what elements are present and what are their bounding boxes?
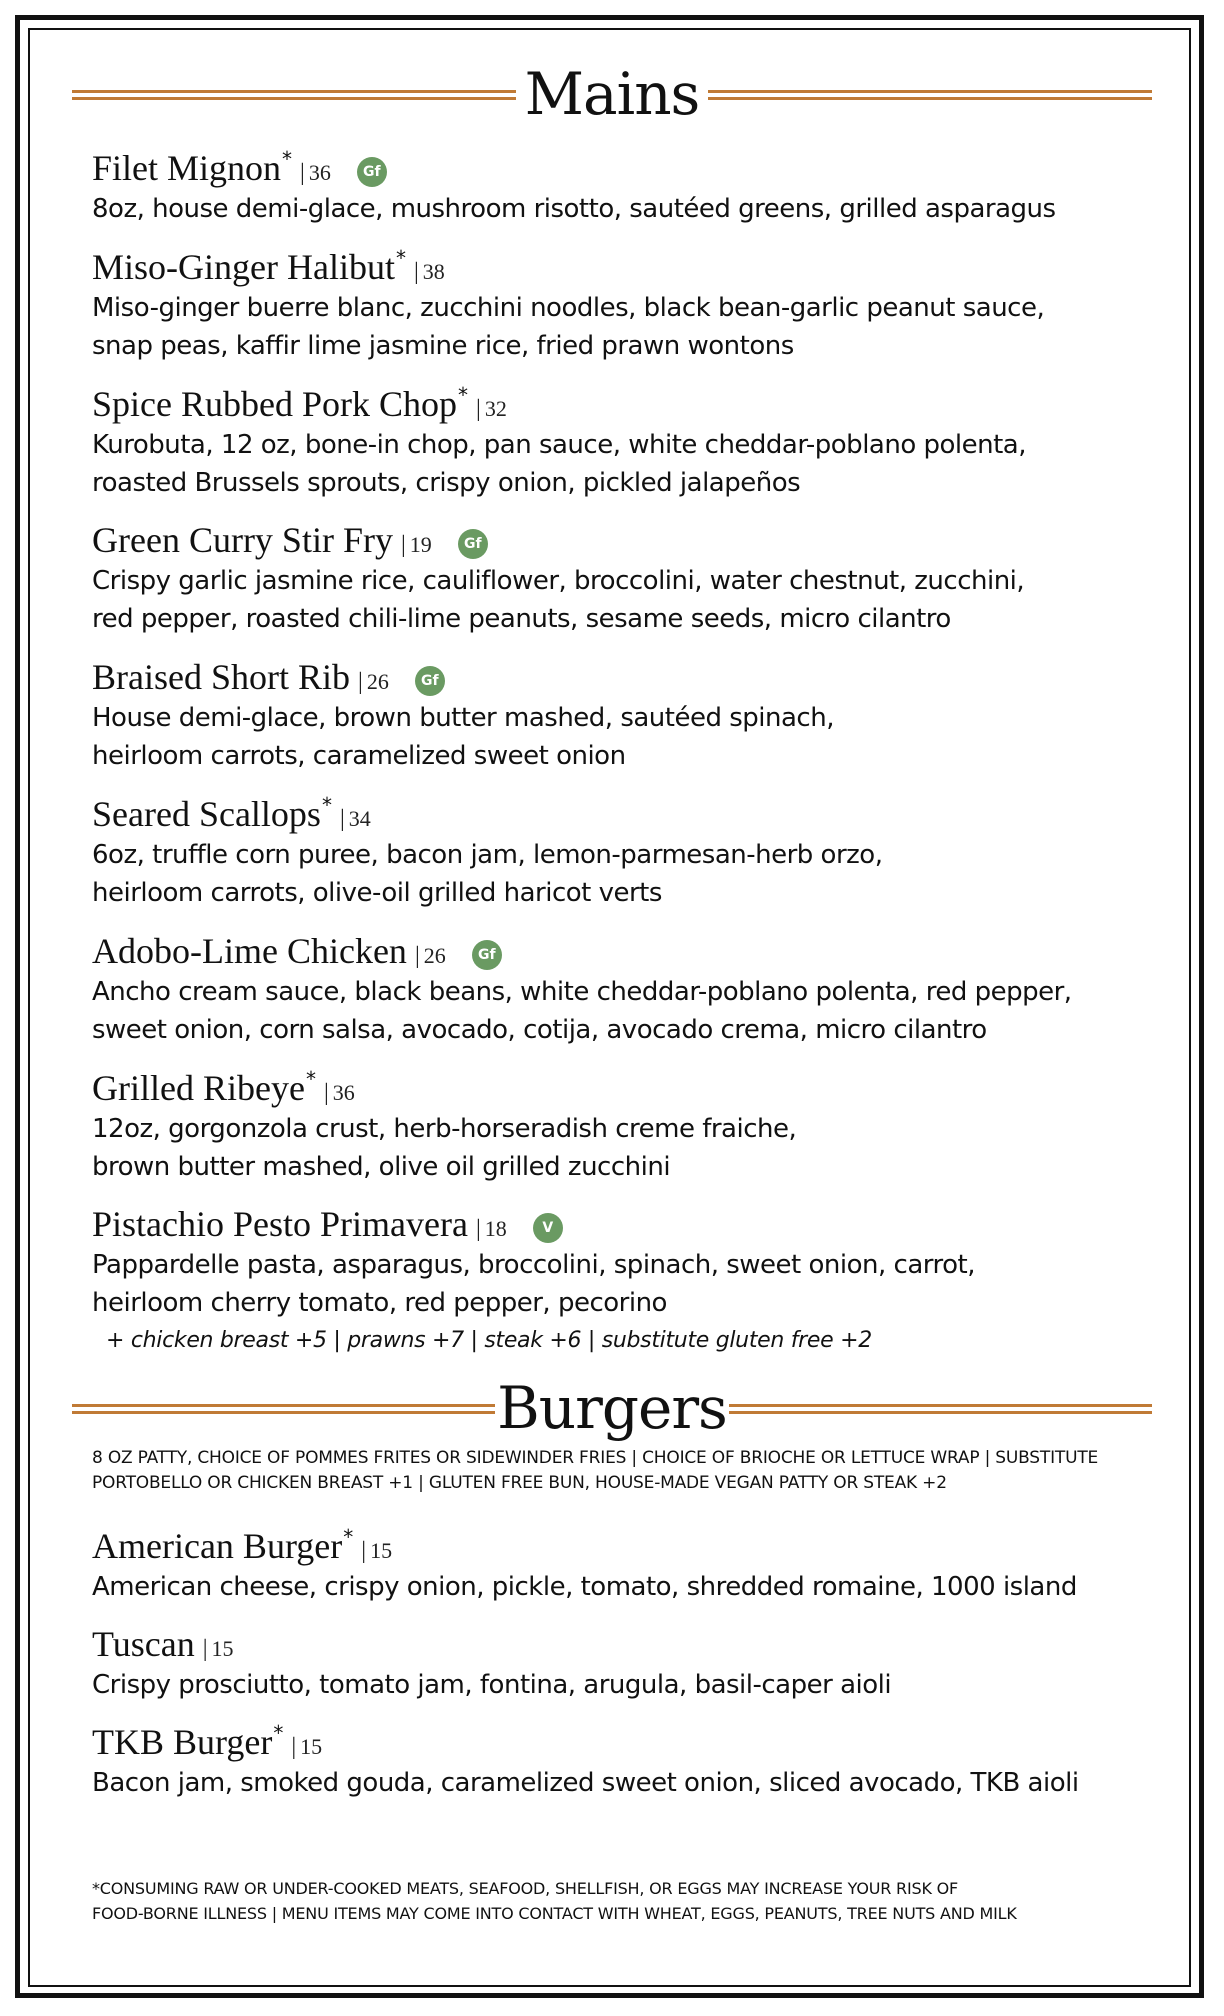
item-name: American Burger bbox=[92, 1526, 343, 1566]
price-separator: | bbox=[361, 1538, 367, 1564]
item-name: Grilled Ribeye bbox=[92, 1068, 305, 1108]
gluten-free-icon: Gf bbox=[415, 666, 445, 696]
raw-warning-star: * bbox=[458, 383, 468, 407]
price-separator: | bbox=[291, 1734, 297, 1760]
item-name: Filet Mignon bbox=[92, 148, 282, 188]
item-price: 36 bbox=[332, 1080, 355, 1105]
item-description: Ancho cream sauce, black beans, white cheddar-poblano polenta, red pepper, sweet onion, corn salsa, avocado, cotija, avocado crema, micro cilantro bbox=[92, 977, 1072, 1045]
item-price: 15 bbox=[211, 1636, 234, 1661]
price-separator: | bbox=[323, 1080, 329, 1106]
item-name: Spice Rubbed Pork Chop bbox=[92, 384, 457, 424]
item-name: Braised Short Rib bbox=[92, 657, 350, 697]
item-name: Adobo-Lime Chicken bbox=[92, 931, 407, 971]
burgers-right-rule bbox=[729, 1404, 1152, 1414]
item-description: Kurobuta, 12 oz, bone-in chop, pan sauce, white cheddar-poblano polenta, roasted Brussels sprouts, crispy onion, pickled jalapeños bbox=[92, 430, 1026, 498]
mains-addons: + chicken breast +5 | prawns +7 | steak +6 | substitute gluten free +2 bbox=[106, 1328, 872, 1353]
menu-item-spice-rubbed-pork-chop bbox=[92, 382, 1132, 502]
item-price: 18 bbox=[484, 1216, 507, 1241]
price-separator: | bbox=[414, 943, 420, 969]
price-separator: | bbox=[476, 396, 481, 422]
gluten-free-icon: Gf bbox=[472, 940, 502, 970]
mains-title: Mains bbox=[524, 60, 700, 128]
price-separator: | bbox=[339, 806, 345, 832]
menu-item-grilled-ribeye bbox=[92, 1066, 1132, 1186]
item-price: 15 bbox=[300, 1734, 323, 1759]
item-name: Miso-Ginger Halibut bbox=[92, 247, 395, 287]
raw-warning-star: * bbox=[321, 793, 332, 817]
item-price: 32 bbox=[484, 396, 507, 421]
menu-item-braised-short-rib bbox=[92, 655, 1132, 775]
item-description: House demi-glace, brown butter mashed, sautéed spinach, heirloom carrots, caramelized sweet onion bbox=[92, 703, 834, 771]
menu-item-seared-scallops bbox=[92, 792, 1132, 912]
item-name: Tuscan bbox=[92, 1624, 195, 1664]
allergen-disclaimer: *CONSUMING RAW OR UNDER-COOKED MEATS, SEAFOOD, SHELLFISH, OR EGGS MAY INCREASE YOUR RISK OF FOOD-BORNE ILLNESS | MENU ITEMS MAY COME INTO CONTACT WITH WHEAT, EGGS, PEANUTS, TREE NUTS AND MILK bbox=[92, 1879, 1017, 1923]
item-description: Miso-ginger buerre blanc, zucchini noodles, black bean-garlic peanut sauce, snap peas, kaffir lime jasmine rice, fried prawn wontons bbox=[92, 293, 1045, 361]
item-description: 12oz, gorgonzola crust, herb-horseradish creme fraiche, brown butter mashed, olive oil grilled zucchini bbox=[92, 1114, 797, 1182]
item-description: Crispy garlic jasmine rice, cauliflower, broccolini, water chestnut, zucchini, red pepper, roasted chili-lime peanuts, sesame seeds, micro cilantro bbox=[92, 566, 1025, 634]
burgers-title: Burgers bbox=[497, 1374, 727, 1442]
item-name: Pistachio Pesto Primavera bbox=[92, 1204, 468, 1244]
item-description: Bacon jam, smoked gouda, caramelized sweet onion, sliced avocado, TKB aioli bbox=[92, 1768, 1079, 1798]
raw-warning-star: * bbox=[395, 246, 406, 270]
menu-item-american-burger bbox=[92, 1524, 1132, 1606]
menu-item-adobo-lime-chicken bbox=[92, 929, 1132, 1049]
item-price: 34 bbox=[348, 806, 371, 831]
item-description: 6oz, truffle corn puree, bacon jam, lemon-parmesan-herb orzo, heirloom carrots, olive-oil grilled haricot verts bbox=[92, 840, 883, 908]
mains-header bbox=[72, 54, 1152, 134]
raw-warning-star: * bbox=[282, 147, 293, 171]
price-separator: | bbox=[475, 1216, 481, 1242]
item-description: Pappardelle pasta, asparagus, broccolini, spinach, sweet onion, carrot, heirloom cherry tomato, red pepper, pecorino bbox=[92, 1250, 975, 1318]
item-price: 38 bbox=[422, 259, 445, 284]
vegetarian-icon: V bbox=[533, 1213, 563, 1243]
gluten-free-icon: Gf bbox=[458, 529, 488, 559]
mains-right-rule bbox=[708, 90, 1152, 100]
item-price: 26 bbox=[423, 943, 446, 968]
menu-item-tkb-burger bbox=[92, 1720, 1132, 1802]
menu-item-green-curry-stir-fry bbox=[92, 518, 1132, 638]
item-name: TKB Burger bbox=[92, 1722, 273, 1762]
gluten-free-icon: Gf bbox=[357, 157, 387, 187]
price-separator: | bbox=[358, 669, 363, 695]
burgers-header bbox=[72, 1368, 1152, 1448]
price-separator: | bbox=[400, 532, 406, 558]
menu-item-pistachio-pesto-primavera bbox=[92, 1202, 1132, 1322]
burgers-note: 8 OZ PATTY, CHOICE OF POMMES FRITES OR SIDEWINDER FRIES | CHOICE OF BRIOCHE OR LETTUCE WRAP | SUBSTITUTE PORTOBELLO OR CHICKEN BREAST +1 | GLUTEN FREE BUN, HOUSE-MADE VEGAN PATTY OR STEAK +2 bbox=[92, 1448, 1099, 1493]
price-separator: | bbox=[202, 1636, 208, 1662]
price-separator: | bbox=[413, 259, 419, 285]
item-price: 26 bbox=[366, 669, 389, 694]
menu-item-tuscan bbox=[92, 1622, 1132, 1704]
price-separator: | bbox=[300, 160, 305, 186]
item-name: Green Curry Stir Fry bbox=[92, 520, 393, 560]
menu-item-miso-ginger-halibut bbox=[92, 245, 1132, 365]
item-description: Crispy prosciutto, tomato jam, fontina, arugula, basil-caper aioli bbox=[92, 1670, 892, 1700]
item-description: 8oz, house demi-glace, mushroom risotto, sautéed greens, grilled asparagus bbox=[92, 194, 1056, 224]
item-price: 19 bbox=[409, 532, 432, 557]
raw-warning-star: * bbox=[273, 1721, 284, 1745]
item-name: Seared Scallops bbox=[92, 794, 321, 834]
raw-warning-star: * bbox=[305, 1067, 316, 1091]
item-description: American cheese, crispy onion, pickle, tomato, shredded romaine, 1000 island bbox=[92, 1572, 1077, 1602]
item-price: 15 bbox=[370, 1538, 393, 1563]
item-price: 36 bbox=[308, 160, 331, 185]
menu-item-filet-mignon bbox=[92, 146, 1132, 228]
raw-warning-star: * bbox=[343, 1525, 354, 1549]
